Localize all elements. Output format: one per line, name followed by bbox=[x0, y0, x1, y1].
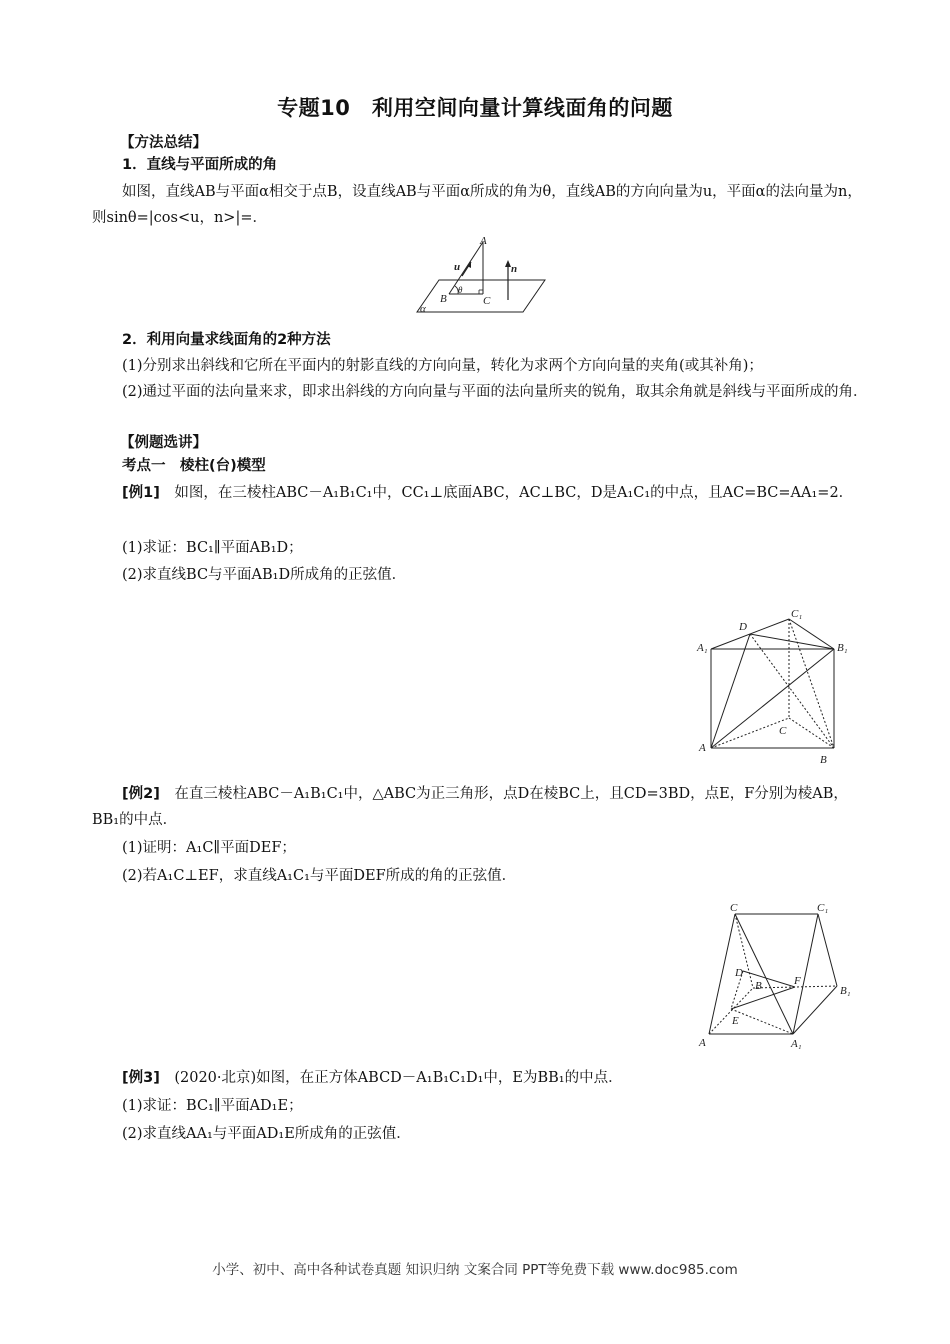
fig2-label-A: A bbox=[699, 742, 706, 754]
fig3-label-B: B bbox=[755, 980, 762, 992]
method-heading: 【方法总结】 bbox=[120, 135, 207, 151]
fig3-label-F: F bbox=[794, 975, 801, 987]
example1-text bbox=[92, 480, 868, 506]
fig3-label-D: D bbox=[735, 967, 743, 979]
example2-q1: (1)证明：A₁C∥平面DEF； bbox=[122, 840, 296, 856]
fig3-label-B1: B₁ bbox=[840, 985, 851, 997]
fig1-label-C: C bbox=[483, 295, 491, 307]
fig3-label-C: C bbox=[730, 902, 738, 914]
fig1-label-alpha: α bbox=[420, 303, 426, 315]
fig2-label-C1: C₁ bbox=[791, 608, 803, 620]
example2-statement: 在直三棱柱ABC－A₁B₁C₁中，△ABC为正三角形，点D在棱BC上，且CD=3BD，点E，F分别为棱AB，BB₁的中点． bbox=[92, 786, 848, 828]
example1-q1: (1)求证：BC₁∥平面AB₁D； bbox=[122, 540, 303, 556]
figure-example1-prism bbox=[695, 603, 865, 771]
fig2-label-B1: B₁ bbox=[837, 642, 848, 654]
fig2-label-A1: A₁ bbox=[697, 642, 708, 654]
example1-q2: (2)求直线BC与平面AB₁D所成角的正弦值． bbox=[122, 567, 407, 583]
example2-text bbox=[92, 781, 868, 833]
fig3-label-A: A bbox=[699, 1037, 706, 1049]
figure-line-plane-angle bbox=[405, 232, 550, 320]
example3-q1: (1)求证：BC₁∥平面AD₁E； bbox=[122, 1098, 303, 1114]
fig1-label-n: n bbox=[511, 263, 518, 275]
point1-heading: 考点一 棱柱(台)模型 bbox=[122, 458, 266, 474]
fig2-label-B: B bbox=[820, 754, 827, 766]
example2-label: [例2] bbox=[122, 786, 160, 802]
fig3-label-C1: C₁ bbox=[817, 902, 829, 914]
examples-heading: 【例题选讲】 bbox=[120, 435, 207, 451]
page-title: 专题10 利用空间向量计算线面角的问题 bbox=[277, 96, 673, 120]
fig1-label-theta: θ bbox=[458, 285, 463, 295]
section1-heading: 1．直线与平面所成的角 bbox=[122, 157, 278, 173]
fig3-label-E: E bbox=[732, 1015, 739, 1027]
example3-q2: (2)求直线AA₁与平面AD₁E所成角的正弦值． bbox=[122, 1126, 411, 1142]
section2-item2: (2)通过平面的法向量来求，即求出斜线的方向向量与平面的法向量所夹的锐角，取其余角就是斜线与平面所成的角． bbox=[122, 384, 868, 400]
fig2-label-C: C bbox=[779, 725, 787, 737]
fig1-label-B: B bbox=[440, 293, 447, 305]
figure-example2-prism bbox=[695, 896, 865, 1054]
footer-text: 小学、初中、高中各种试卷真题 知识归纳 文案合同 PPT等免费下载 www.doc985.com bbox=[212, 1262, 738, 1278]
example1-label: [例1] bbox=[122, 485, 160, 501]
example1-statement: 如图，在三棱柱ABC－A₁B₁C₁中，CC₁⊥底面ABC，AC⊥BC，D是A₁C₁的中点，且AC=BC=AA₁=2． bbox=[174, 485, 854, 501]
section2-heading: 2．利用向量求线面角的2种方法 bbox=[122, 332, 331, 348]
example3-statement: (2020·北京)如图，在正方体ABCD－A₁B₁C₁D₁中，E为BB₁的中点． bbox=[174, 1070, 623, 1086]
fig3-label-A1: A₁ bbox=[791, 1038, 802, 1050]
example3-text bbox=[122, 1068, 623, 1088]
section1-text: 如图，直线AB与平面α相交于点B，设直线AB与平面α所成的角为θ，直线AB的方向向量为u，平面α的法向量为n，则sinθ=|cos<u，n>|=． bbox=[92, 184, 862, 226]
example2-q2: (2)若A₁C⊥EF，求直线A₁C₁与平面DEF所成的角的正弦值． bbox=[122, 868, 517, 884]
fig1-label-u: u bbox=[454, 261, 461, 273]
section2-item1: (1)分别求出斜线和它所在平面内的射影直线的方向向量，转化为求两个方向向量的夹角(或其补角)； bbox=[122, 358, 763, 374]
fig2-label-D: D bbox=[739, 621, 747, 633]
fig1-label-A: A bbox=[480, 235, 487, 247]
example3-label: [例3] bbox=[122, 1070, 160, 1086]
